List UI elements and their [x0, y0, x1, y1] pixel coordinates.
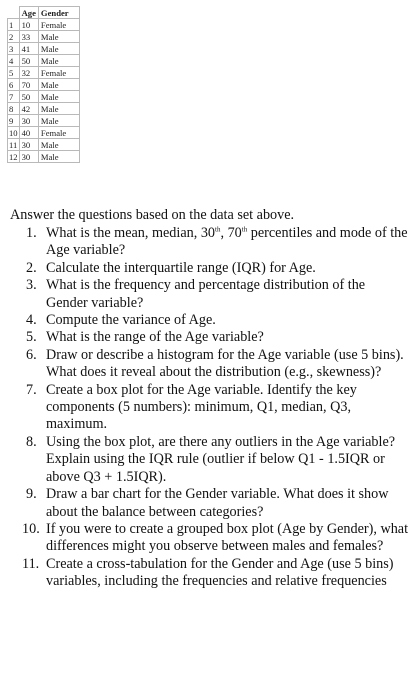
table-row — [8, 67, 80, 79]
question-item — [26, 260, 410, 277]
question-text: Draw a bar chart for the Gender variable. What does it show about the balance between categories? — [46, 486, 389, 520]
question-item — [26, 347, 410, 382]
question-number: 3. — [26, 277, 37, 294]
question-number: 10. — [22, 520, 40, 537]
table-row — [8, 79, 80, 91]
question-text-part: percentiles and mode of the Age variable? — [46, 225, 408, 259]
row-index: 1 — [8, 19, 20, 31]
question-number: 4. — [26, 312, 37, 329]
table-row — [8, 19, 80, 31]
question-text: If you were to create a grouped box plot (Age by Gender), what differences might you observe between males and females? — [46, 520, 409, 555]
age-cell: 42 — [19, 103, 38, 115]
age-cell: 50 — [19, 91, 38, 103]
table-row — [8, 55, 80, 67]
gender-cell: Male — [38, 79, 79, 91]
question-text: Compute the variance of Age. — [46, 312, 216, 329]
question-text: Create a cross-tabulation for the Gender and Age (use 5 bins) variables, including the frequencies and relative frequencies — [46, 555, 394, 590]
question-item — [26, 312, 410, 329]
question-number: 9. — [26, 486, 37, 503]
table-header-age: Age — [19, 7, 38, 19]
row-index: 8 — [8, 103, 20, 115]
question-item — [26, 434, 410, 486]
gender-cell: Female — [38, 127, 79, 139]
question-list — [22, 225, 410, 591]
row-index: 12 — [9, 151, 18, 162]
question-text: What is the frequency and percentage distribution of the Gender variable? — [46, 277, 366, 311]
question-number: 8. — [26, 433, 37, 450]
data-table-container — [7, 6, 80, 163]
age-cell: 30 — [19, 115, 38, 127]
question-number: 6. — [26, 346, 37, 363]
question-text: Using the box plot, are there any outliers in the Age variable? Explain using the IQR rule (outlier if below Q1 - 1.5IQR or above Q3 + 1.5IQR). — [46, 433, 396, 485]
ordinal-suffix: th — [241, 225, 248, 234]
row-index: 9 — [8, 115, 20, 127]
gender-cell: Male — [38, 31, 79, 43]
table-row — [8, 43, 80, 55]
gender-cell: Male — [38, 43, 79, 55]
data-table — [7, 6, 80, 163]
age-cell: 40 — [19, 127, 38, 139]
ordinal-suffix: th — [215, 225, 221, 234]
table-row — [8, 127, 80, 139]
question-number: 11. — [22, 555, 40, 572]
age-cell: 70 — [19, 79, 38, 91]
question-text: What is the range of the Age variable? — [46, 329, 264, 346]
question-item — [26, 277, 410, 312]
question-item — [26, 329, 410, 346]
gender-cell: Male — [38, 103, 79, 115]
question-text-part: What is the mean, median, 30 — [46, 225, 216, 241]
age-cell: 50 — [19, 55, 38, 67]
table-row — [8, 31, 80, 43]
table-row — [8, 103, 80, 115]
table-header-gender: Gender — [38, 7, 79, 19]
question-number: 1. — [26, 225, 37, 241]
table-row — [8, 115, 80, 127]
row-index: 11 — [9, 139, 18, 150]
question-item — [26, 382, 410, 434]
question-text: Draw or describe a histogram for the Age variable (use 5 bins). What does it reveal about the distribution (e.g., skewness)? — [46, 346, 404, 381]
age-cell: 30 — [19, 151, 38, 163]
age-cell: 10 — [19, 19, 38, 31]
table-header-index — [8, 7, 20, 19]
table-row — [8, 91, 80, 103]
table-row — [8, 151, 80, 163]
gender-cell: Male — [38, 91, 79, 103]
question-text-part: , 70 — [220, 225, 242, 241]
gender-cell: Male — [38, 55, 79, 67]
question-item — [26, 486, 410, 521]
row-index: 10 — [9, 127, 18, 138]
table-row — [8, 139, 80, 151]
gender-cell: Female — [38, 67, 79, 79]
row-index: 4 — [8, 55, 20, 67]
instructions-text: Answer the questions based on the data set above. — [10, 207, 295, 223]
question-item — [22, 520, 410, 556]
age-cell: 32 — [19, 67, 38, 79]
question-item — [26, 225, 410, 260]
row-index: 5 — [8, 67, 20, 79]
gender-cell: Male — [38, 139, 79, 151]
question-text: Calculate the interquartile range (IQR) for Age. — [46, 259, 316, 276]
question-number: 2. — [26, 259, 37, 276]
row-index: 2 — [8, 31, 20, 43]
table-header-row — [8, 7, 80, 19]
question-number: 5. — [26, 329, 37, 346]
gender-cell: Male — [38, 151, 79, 163]
question-text: Create a box plot for the Age variable. Identify the key components (5 numbers): minimum, Q1, median, Q3, maximum. — [46, 381, 357, 433]
gender-cell: Female — [38, 19, 79, 31]
row-index: 3 — [8, 43, 20, 55]
age-cell: 41 — [19, 43, 38, 55]
age-cell: 30 — [19, 139, 38, 151]
gender-cell: Male — [38, 115, 79, 127]
question-item — [22, 555, 410, 591]
row-index: 6 — [8, 79, 20, 91]
question-number: 7. — [26, 381, 37, 398]
age-cell: 33 — [19, 31, 38, 43]
row-index: 7 — [8, 91, 20, 103]
